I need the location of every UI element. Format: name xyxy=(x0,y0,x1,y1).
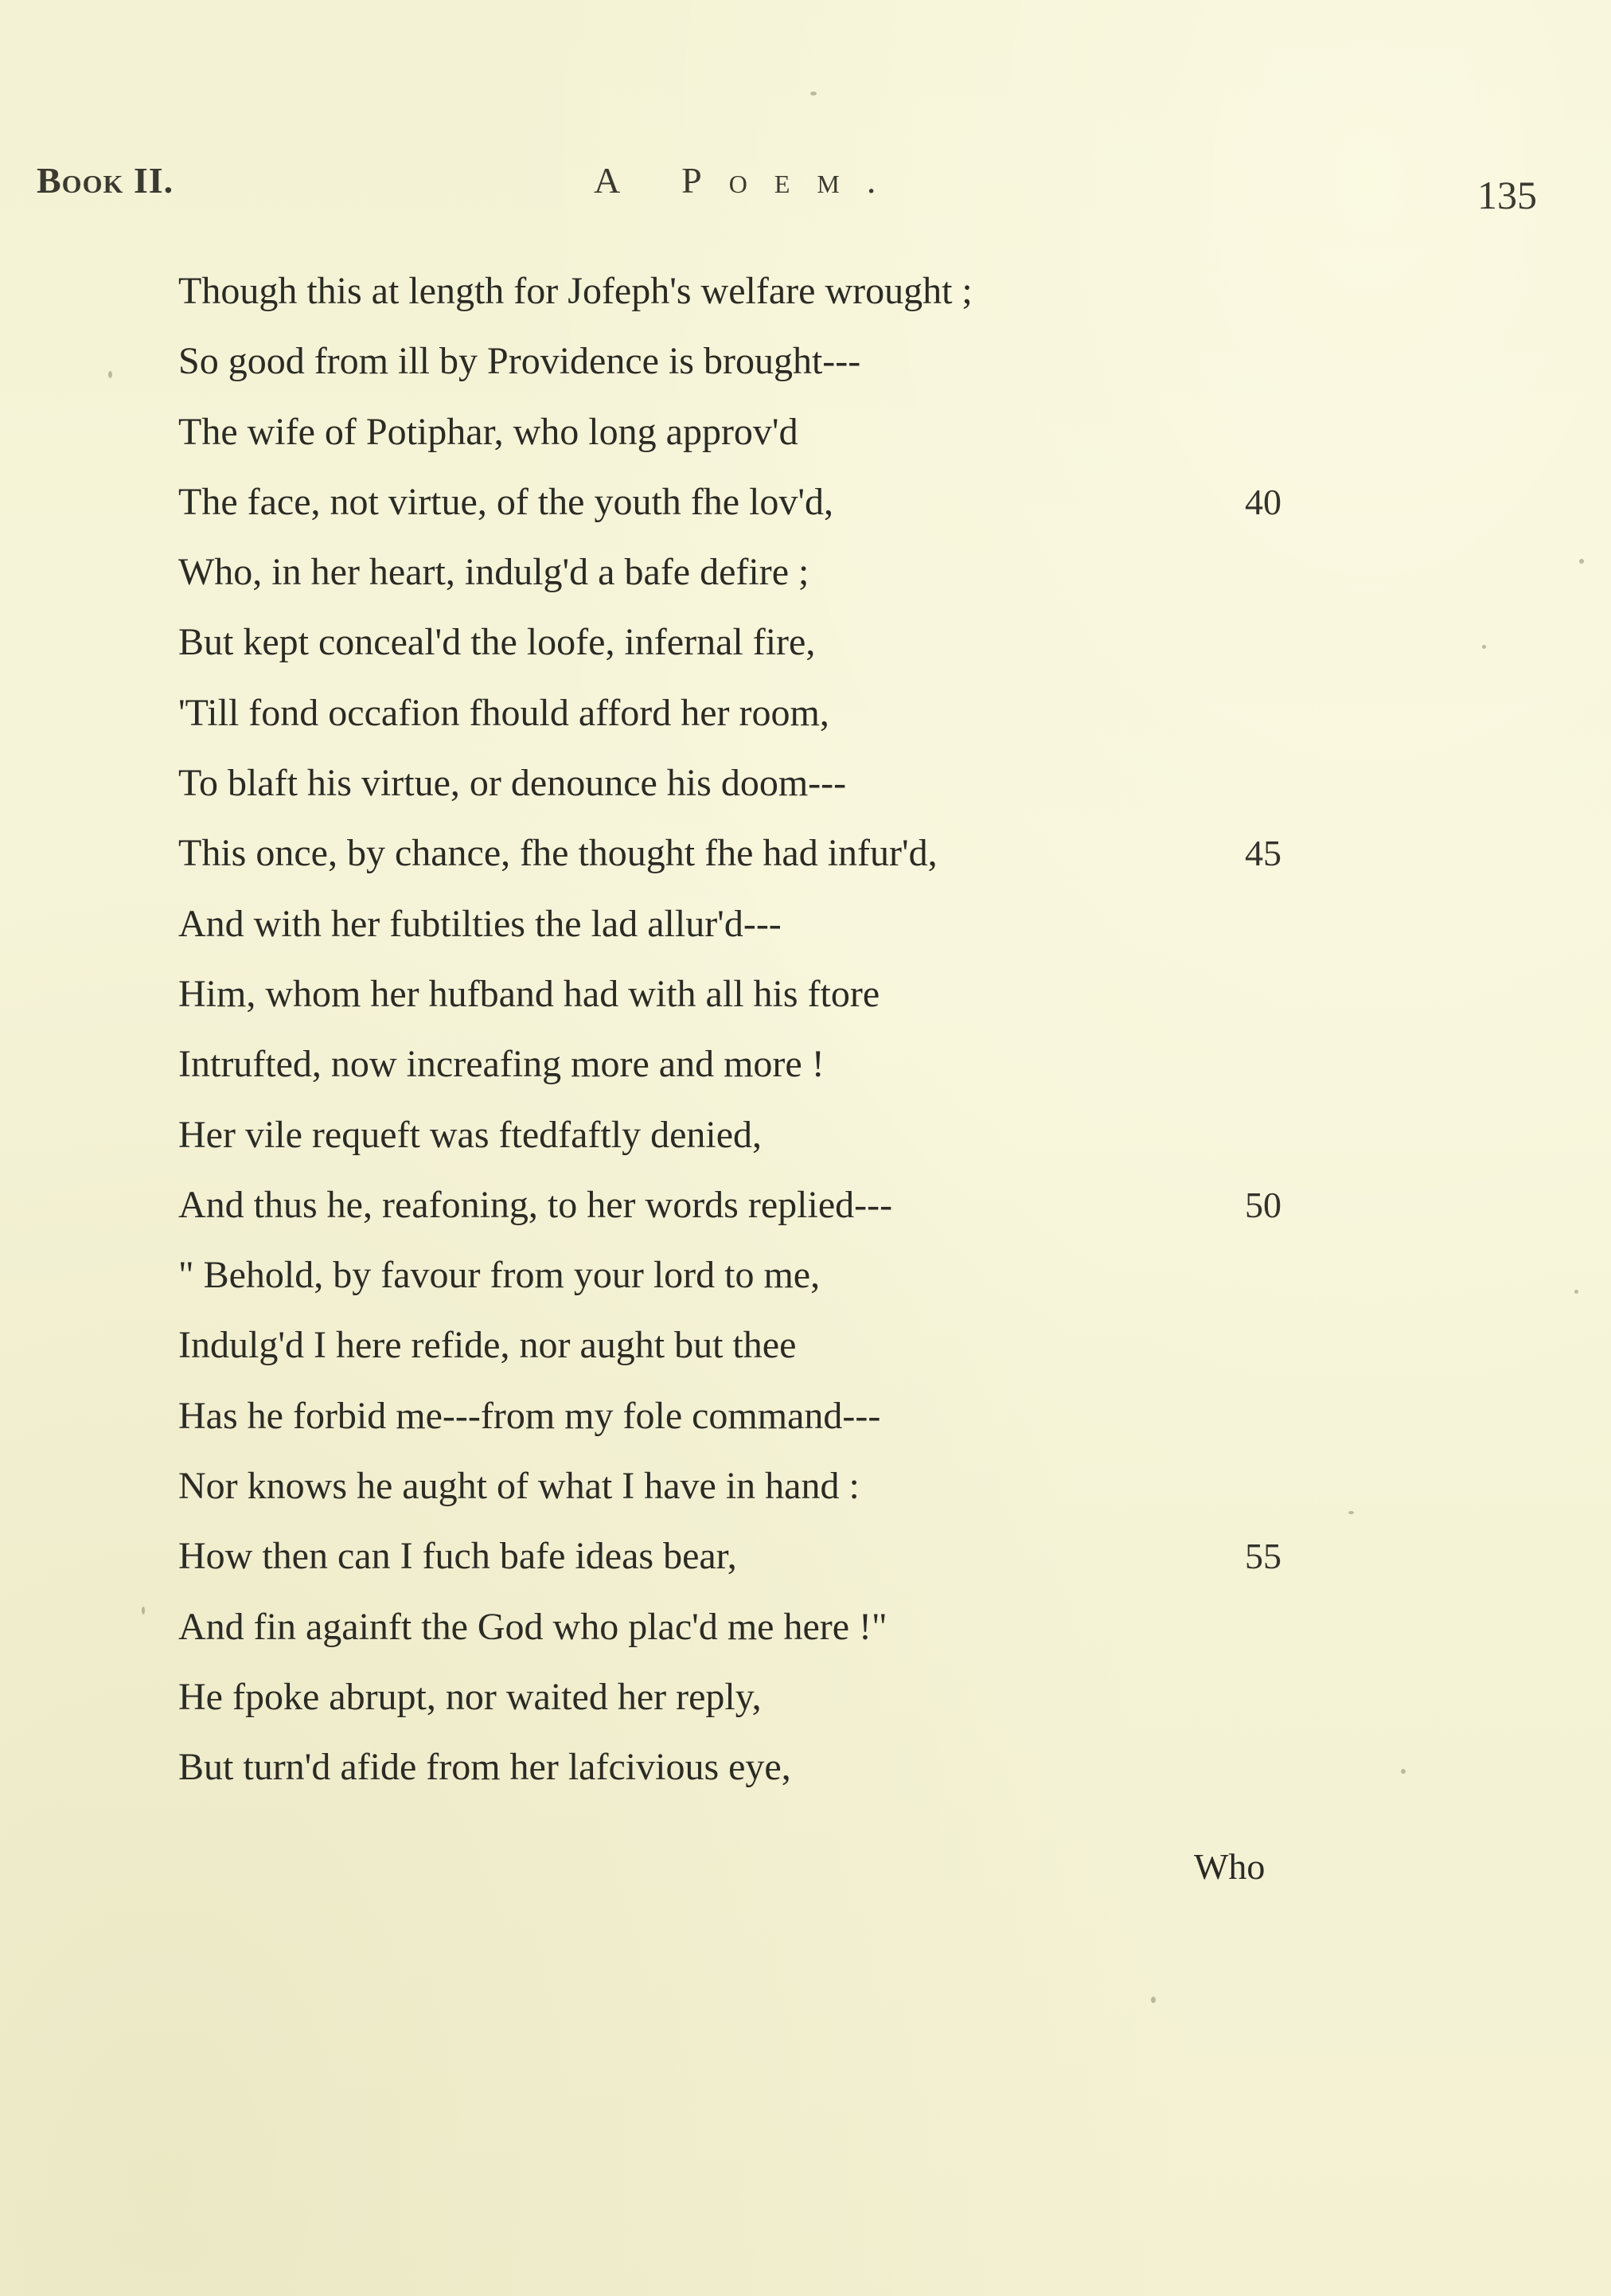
paper-speck xyxy=(1579,559,1584,564)
paper-speck xyxy=(1348,1511,1354,1514)
line-text: The wife of Potiphar, who long approv'd xyxy=(178,410,798,453)
line-text: This once, by chance, fhe thought fhe had infur'd, xyxy=(178,832,938,875)
line-text: Nor knows he aught of what I have in hand : xyxy=(178,1465,860,1508)
running-head xyxy=(37,159,1537,217)
line-text: 'Till fond occafion fhould afford her room, xyxy=(178,691,829,734)
poem-line xyxy=(178,818,1372,888)
line-text: Who, in her heart, indulg'd a bafe defire ; xyxy=(178,551,809,594)
line-text: He fpoke abrupt, nor waited her reply, xyxy=(178,1675,762,1718)
poem-line xyxy=(178,889,1372,959)
paper-speck xyxy=(1151,1997,1156,2003)
poem-line xyxy=(178,1029,1372,1099)
poem-line xyxy=(178,326,1372,396)
poem-line xyxy=(178,678,1372,748)
poem-line xyxy=(178,959,1372,1029)
poem-line xyxy=(178,397,1372,467)
book-label: Book II. xyxy=(37,160,174,201)
poem-line xyxy=(178,467,1372,537)
line-number: 55 xyxy=(1245,1536,1281,1577)
paper-speck xyxy=(810,92,817,96)
poem-line xyxy=(178,748,1372,818)
poem-line xyxy=(178,1592,1372,1662)
paper-speck xyxy=(142,1607,145,1615)
poem-body xyxy=(178,256,1372,1803)
line-text: And fin againft the God who plac'd me here !" xyxy=(178,1605,887,1648)
paper-speck xyxy=(108,371,112,378)
poem-line xyxy=(178,537,1372,607)
paper-speck xyxy=(1401,1769,1406,1774)
poem-line xyxy=(178,607,1372,677)
poem-line xyxy=(178,256,1372,326)
line-text: And thus he, reafoning, to her words replied--- xyxy=(178,1183,893,1226)
page-number: 135 xyxy=(1477,173,1537,217)
line-text: Him, whom her hufband had with all his ftore xyxy=(178,972,880,1015)
line-number: 40 xyxy=(1245,481,1281,522)
line-text: Indulg'd I here refide, nor aught but thee xyxy=(178,1324,797,1367)
poem-line xyxy=(178,1451,1372,1521)
poem-line xyxy=(178,1732,1372,1802)
line-text: Has he forbid me---from my fole command--- xyxy=(178,1394,881,1437)
paper-speck xyxy=(1482,645,1486,649)
line-number: 45 xyxy=(1245,833,1281,874)
poem-line xyxy=(178,1170,1372,1240)
line-text: The face, not virtue, of the youth fhe lov'd, xyxy=(178,480,834,523)
line-number: 50 xyxy=(1245,1184,1281,1225)
line-text: To blaft his virtue, or denounce his doom--- xyxy=(178,762,847,805)
catchword: Who xyxy=(1194,1846,1266,1887)
poem-line xyxy=(178,1381,1372,1451)
poem-line xyxy=(178,1662,1372,1732)
line-text: How then can I fuch bafe ideas bear, xyxy=(178,1535,737,1578)
poem-line xyxy=(178,1240,1372,1310)
poem-line xyxy=(178,1310,1372,1380)
paper-speck xyxy=(1574,1290,1578,1294)
line-text: Her vile requeft was ftedfaftly denied, xyxy=(178,1113,763,1156)
line-text: " Behold, by favour from your lord to me, xyxy=(178,1254,821,1297)
line-text: Though this at length for Jofeph's welfare wrought ; xyxy=(178,270,973,312)
poem-line xyxy=(178,1521,1372,1591)
line-text: But kept conceal'd the loofe, infernal fire, xyxy=(178,621,816,664)
running-title: A Poem. xyxy=(594,160,903,201)
line-text: Intrufted, now increafing more and more ! xyxy=(178,1043,825,1086)
line-text: And with her fubtilties the lad allur'd--- xyxy=(178,902,782,945)
line-text: But turn'd afide from her lafcivious eye, xyxy=(178,1746,791,1789)
poem-line xyxy=(178,1100,1372,1170)
line-text: So good from ill by Providence is brought--- xyxy=(178,340,861,383)
